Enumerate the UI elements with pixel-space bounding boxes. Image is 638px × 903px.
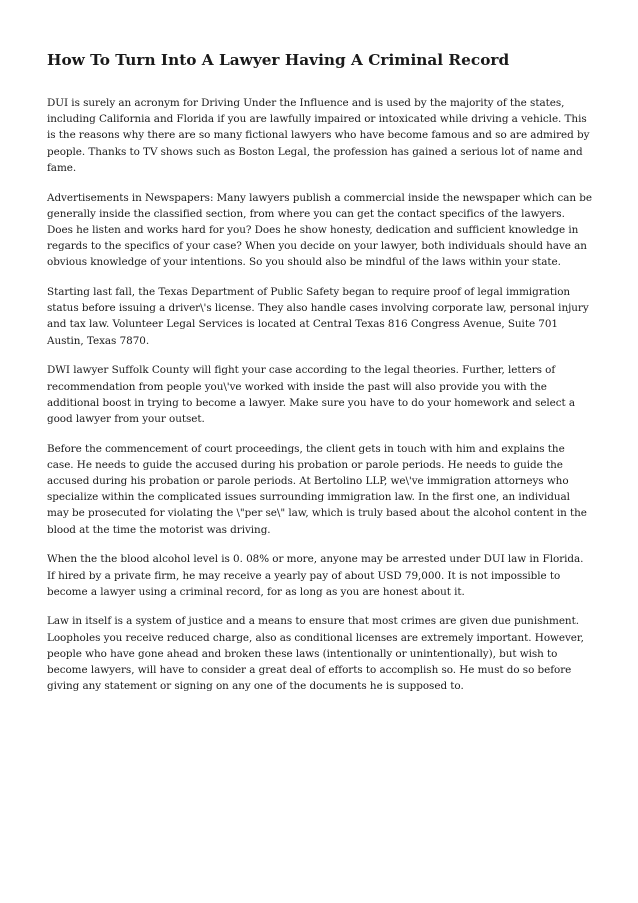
paragraph-law-justice: Law in itself is a system of justice and a means to ensure that most crimes are given due punishment. Loopholes you receive reduced charge, also as conditional licenses are extremely important. However, people who have gone ahead and broken these laws (intentionally or unintentionally), but wish to become lawyers, will have to consider a great deal of efforts to accomplish so. He must do so before giving any statement or signing on any one of the documents he is supposed to. — [47, 615, 584, 693]
paragraph-texas-dps: Starting last fall, the Texas Department of Public Safety began to require proof of legal immigration status before issuing a driver\'s license. They also handle cases involving corporate law, personal injury and tax law. Volunteer Legal Services is located at Central Texas 816 Congress Avenue, Suite 701 Austin, Texas 7870. — [47, 286, 589, 347]
paragraph-court-proceedings: Before the commencement of court proceedings, the client gets in touch with him and explains the case. He needs to guide the accused during his probation or parole periods. He needs to guide the accused during his probation or parole periods. At Bertolino LLP, we\'ve immigration attorneys who specialize within the complicated issues surrounding immigration law. In the first one, an individual may be prosecuted for violating the \"per se\" law, which is truly based about the alcohol content in the blood at the time the motorist was driving. — [47, 442, 587, 536]
paragraph-blood-alcohol: When the the blood alcohol level is 0. 08% or more, anyone may be arrested under DUI law in Florida. If hired by a private firm, he may receive a yearly pay of about USD 79,000. It is not impossible to become a lawyer using a criminal record, for as long as you are honest about it. — [47, 553, 584, 598]
article-title: How To Turn Into A Lawyer Having A Criminal Record — [47, 51, 510, 69]
document-page — [47, 49, 593, 708]
paragraph-newspaper-ads: Advertisements in Newspapers: Many lawyers publish a commercial inside the newspaper which can be generally inside the classified section, from where you can get the contact specifics of the lawyers. Does he listen and works hard for you? Does he show honesty, dedication and sufficient knowledge in regards to the specifics of your case? When you decide on your lawyer, both individuals should have an obvious knowledge of your intentions. So you should also be mindful of the laws within your state. — [47, 191, 592, 269]
paragraph-dui-definition: DUI is surely an acronym for Driving Under the Influence and is used by the majority of the states, including California and Florida if you are lawfully impaired or intoxicated while driving a vehicle. This is the reasons why there are so many fictional lawyers who have become famous and so are admired by people. Thanks to TV shows such as Boston Legal, the profession has gained a serious lot of name and fame. — [47, 97, 590, 174]
paragraph-dwi-suffolk: DWI lawyer Suffolk County will fight your case according to the legal theories. Further, letters of recommendation from people you\'ve worked with inside the past will also provide you with the additional boost in trying to become a lawyer. Make sure you have to do your homework and select a good lawyer from your outset. — [47, 364, 576, 425]
